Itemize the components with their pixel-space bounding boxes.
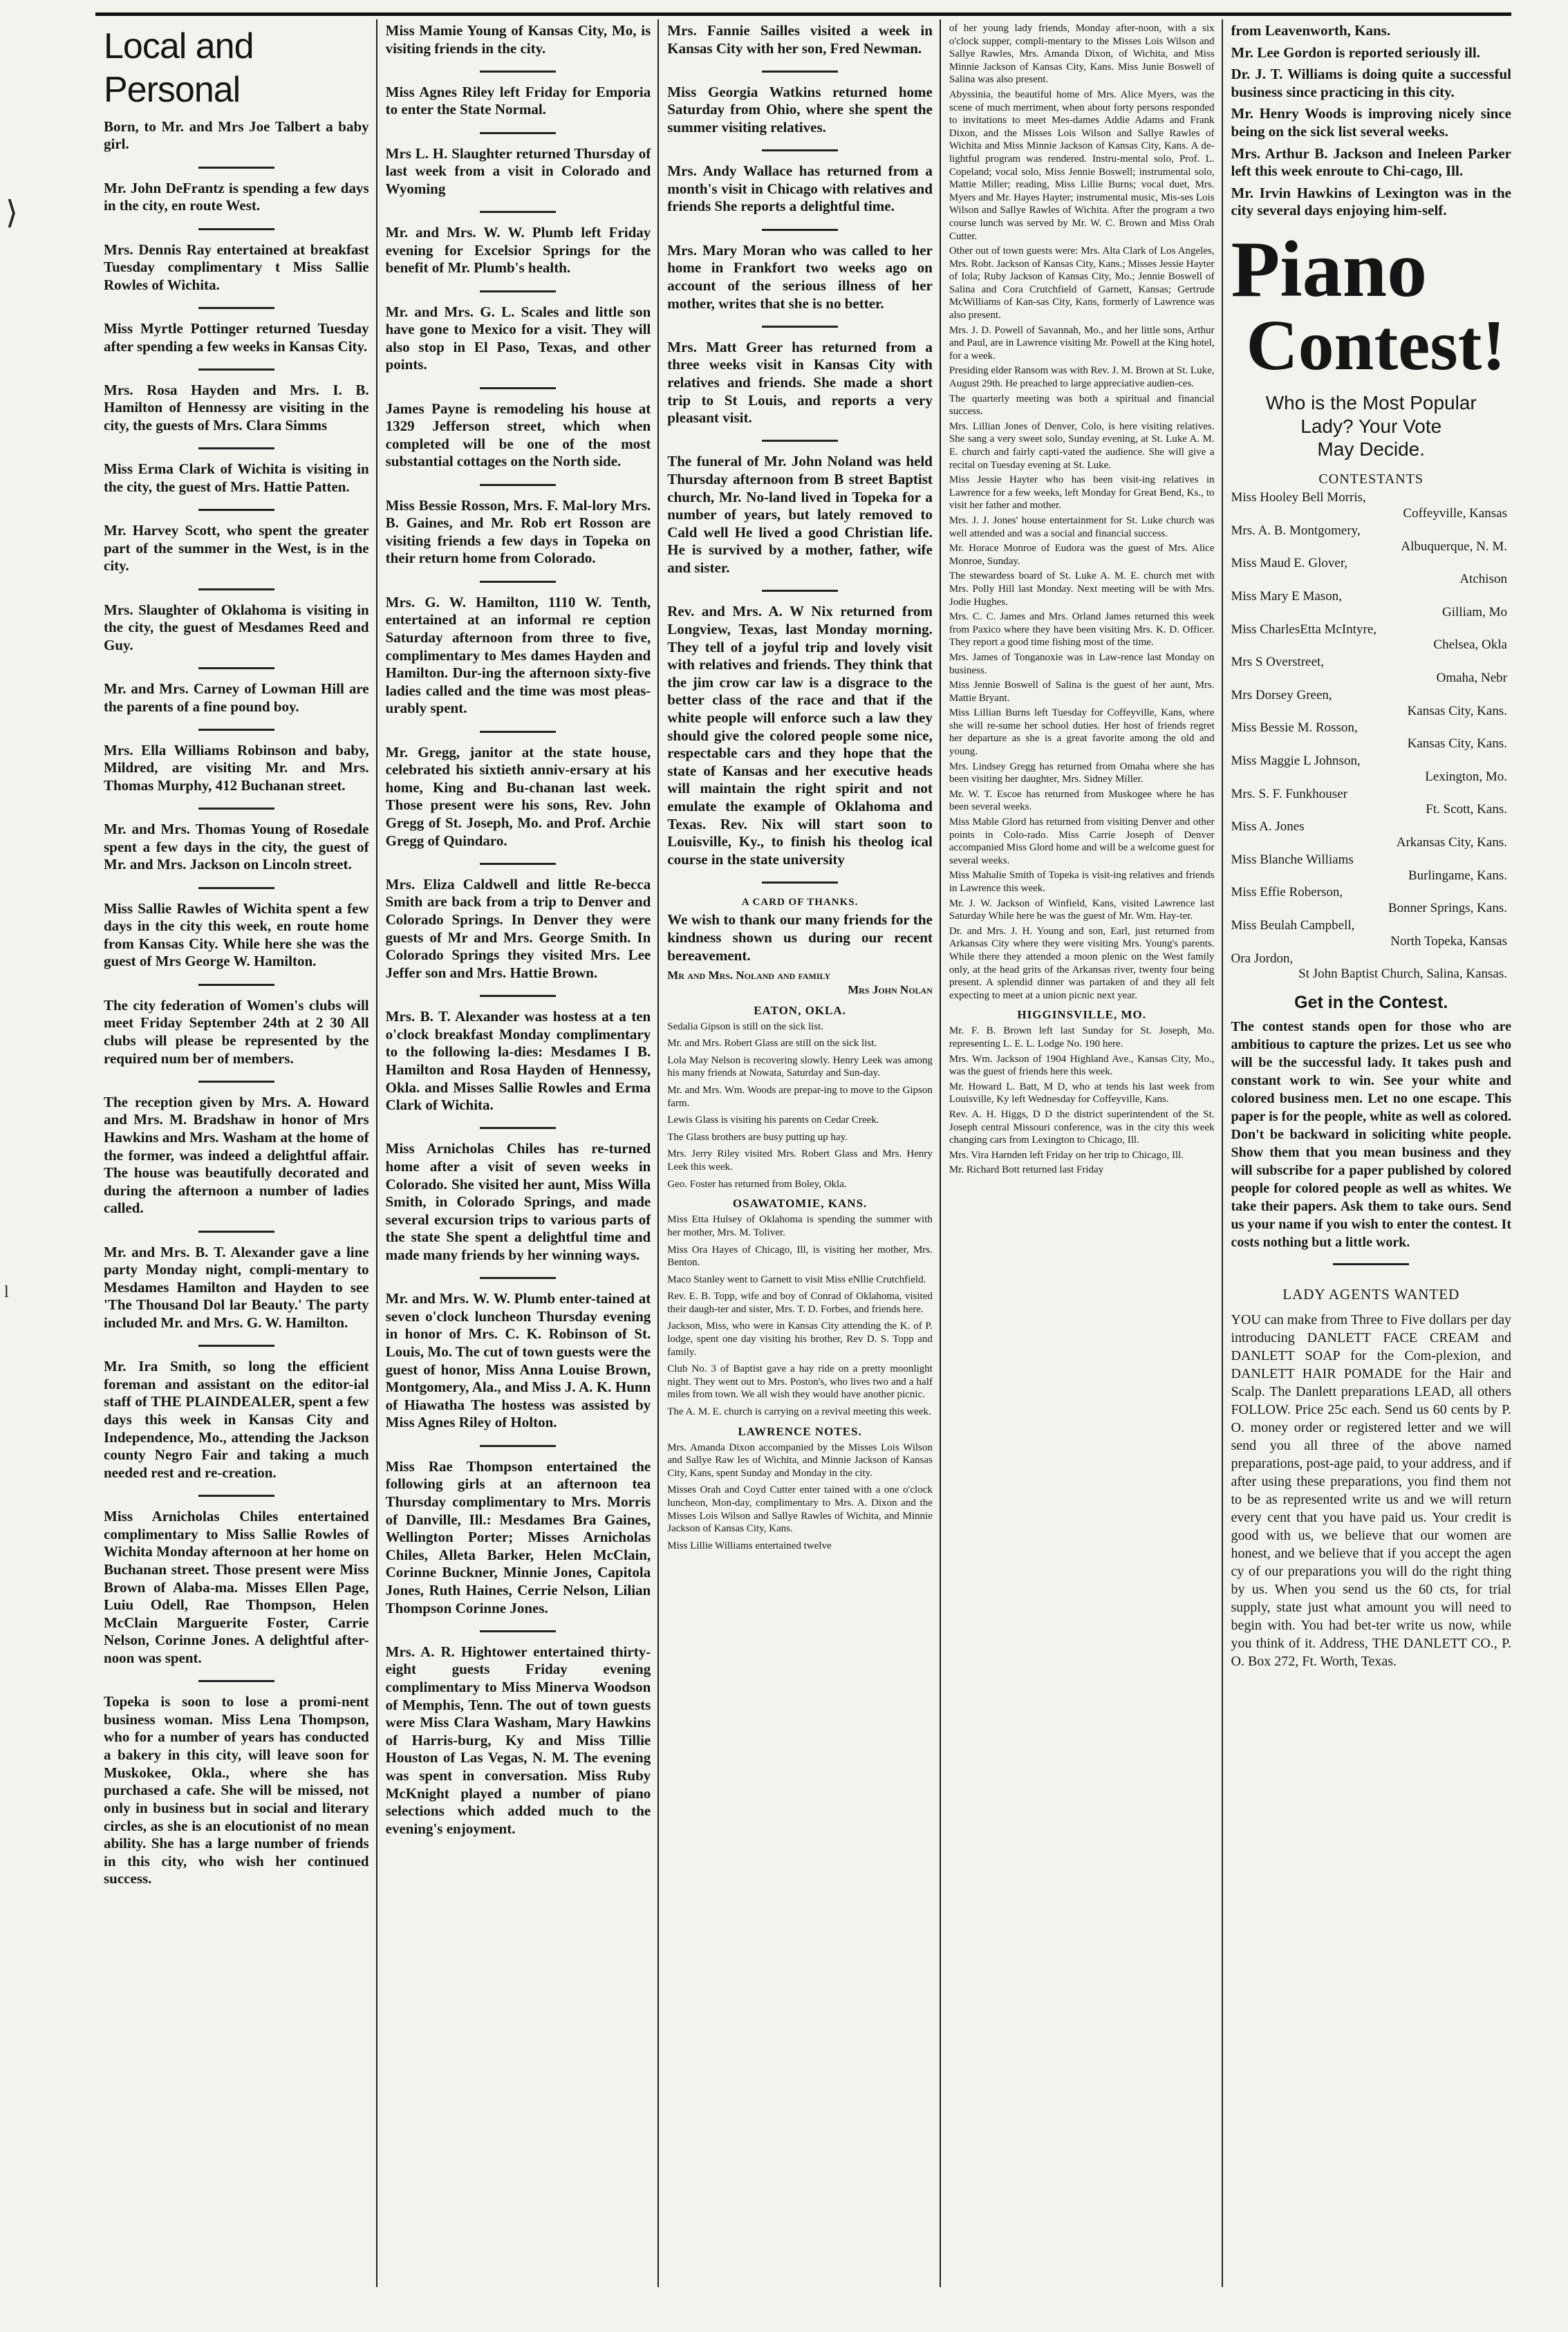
news-item: Mr. and Mrs. Carney of Lowman Hill are the parents of a fine pound boy. [104,680,369,715]
town-heading: EATON, OKLA. [754,1003,846,1017]
contestant-place: Albuquerque, N. M. [1401,539,1507,554]
news-item: Mrs. Ella Williams Robinson and baby, Mildred, are visiting Mr. and Mrs. Thomas Murphy, 412 Buchanan street. [104,741,369,794]
separator [104,975,369,993]
town-heading: HIGGINSVILLE, MO. [1017,1008,1146,1022]
news-item: Miss Lillie Williams entertained twelve [667,1540,832,1551]
contestant-name: Mrs S Overstreet, [1231,655,1325,670]
news-item: Mr. and Mrs. B. T. Alexander gave a line party Monday night, compli-mentary to Mesdames Hamilton and Hayden to see 'The Thousand Dol lar Beauty.' The party included Mr. and Mrs. G. W. Hamilton. [104,1243,369,1332]
news-item: Mrs. Matt Greer has returned from a three weeks visit in Kansas City with relatives and friends. She made a short trip to St Louis, and reports a very pleasant visit. [667,338,933,427]
news-item: The Glass brothers are busy putting up hay. [667,1131,848,1143]
vote-line: Lady? Your Vote [1300,415,1442,437]
card-signature: Mrs John Nolan [848,982,933,996]
separator [386,281,651,299]
news-item: Mr. and Mrs. Thomas Young of Rosedale spent a few days in the city, the guest of Mr. and Mrs. Jackson on Lincoln street. [104,821,369,873]
news-item: Mr. Richard Bott returned last Friday [949,1164,1104,1176]
contestant-place: Burlingame, Kans. [1408,868,1507,883]
news-item: Miss Mable Glord has returned from visiting Denver and other points in Colo-rado. Miss Carrie Joseph of Denver accompanied Miss Glord home and will be a welcome guest for several weeks. [949,817,1215,866]
contestant-entry [1231,655,1511,687]
news-item: Born, to Mr. and Mrs Joe Talbert a baby girl. [104,118,369,153]
news-item: The reception given by Mrs. A. Howard and Mrs. M. Bradshaw in honor of Mrs Hawkins and Mrs. Washam at the home of the former, was indeed a delightful affair. The house was beautifully decorated and during the afternoon a number of ladies called. [104,1093,369,1217]
news-item: The funeral of Mr. John Noland was held Thursday afternoon from B street Baptist church, Mr. No-land lived in Topeka for a number of years, but lately removed to Cald well He lived a good Christian life. He is survived by a mother, father, wife and sister. [667,453,933,577]
town-heading: LAWRENCE NOTES. [738,1424,862,1438]
top-rule [95,12,1511,16]
news-item: Miss Etta Hulsey of Oklahoma is spending the summer with her mother, Mrs. M. Toliver. [667,1214,933,1238]
news-item: Geo. Foster has returned from Boley, Okla. [667,1178,847,1190]
contestant-entry [1231,754,1511,785]
news-item: The quarterly meeting was both a spiritual and financial success. [949,393,1215,418]
news-item: Miss Rae Thompson entertained the following girls at an afternoon tea Thursday complimentary to Mrs. Morris of Danville, Ill.: Mesdames Bra Gaines, Wellington Porter; Misses Arnicholas Chiles, Alleta Barker, Helen McClain, Corinne Buckner, Minnie Jones, Capitola Jones, Ruth Haines, Cerrie Nelson, Lilian Thompson Corinne Jones. [385,1457,651,1616]
contestant-place: Kansas City, Kans. [1407,703,1507,718]
column-4 [941,19,1223,2287]
news-item: Miss Sallie Rawles of Wichita spent a few days in the city this week, en route home from Kansas City. While here she was the guest of Mrs George W. Hamilton. [104,899,369,970]
contestant-place: Arkansas City, Kans. [1396,835,1507,850]
news-item: Mrs. Slaughter of Oklahoma is visiting in the city, the guest of Mesdames Reed and Guy. [104,601,369,653]
contestant-place: Omaha, Nebr [1436,671,1507,686]
news-item: Abyssinia, the beautiful home of Mrs. Alice Myers, was the scene of much merriment, when about forty persons responded to invitations to meet Mes-dames Addie Adams and Frank Dixon, and the Misses Lois Wilson and Sallye Rawles of Wichita and Miss Minnie Jackson of Kansas City, Kans. A de-lightful program was rendered. Instru-mental solo, Prof. L. Copeland; vocal solo, Miss Jennie Boswell; instrumental solo, Mattie Miller; reading, Miss Lillie Burns; vocal duet, Mrs. Myers and Mr. Hayes Hayter; instrumental music, Mis-ses Lois Wilson and Sallye Rawles of Wichita. After the program a two course lunch was served by Mr. W. C. Brown and Miss Orah Cutter. [949,88,1215,242]
news-item: Miss Myrtle Pottinger returned Tuesday after spending a few weeks in Kansas City. [104,319,369,355]
contestant-entry [1231,523,1511,555]
contestants-list [1231,490,1511,982]
separator [386,62,651,80]
news-item: Miss Georgia Watkins returned home Saturday from Ohio, where she spent the summer visiting relatives. [667,83,933,136]
news-item: Mr. and Mrs. W. W. Plumb enter-tained at seven o'clock luncheon Thursday evening in honor of Mrs. C. K. Robinson of St. Louis, Mo. The cut of town guests were the guest of honor, Miss Anna Louise Brown, Montgomery, Ala., and Miss J. A. K. Hunn of Hiawatha The hostess was assisted by Miss Agnes Riley of Holton. [385,1290,651,1431]
contestant-place: Lexington, Mo. [1425,769,1507,784]
column-5 [1223,19,1518,2287]
margin-mark: ⟩ [6,195,18,230]
contestant-place: St John Baptist Church, Salina, Kansas. [1298,967,1507,982]
news-item: Mrs. B. T. Alexander was hostess at a ten o'clock breakfast Monday complimentary to the following la-dies: Mesdames I B. Hamilton and Rosa Hayden of Hennessy, Okla. and Misses Sallie Rowles and Erma Clark of Wichita. [385,1008,651,1114]
news-item: Mr. F. B. Brown left last Sunday for St. Joseph, Mo. representing L. E. L. Lodge No. 190 here. [949,1025,1215,1050]
separator [667,141,933,159]
news-item: Mr. and Mrs. G. L. Scales and little son have gone to Mexico for a visit. They will also stop in El Paso, Texas, and other points. [385,303,651,373]
separator [104,1222,369,1240]
news-item: Mrs. Amanda Dixon accompanied by the Misses Lois Wilson and Sallye Raw les of Wichita, and Minnie Jackson of Kansas City, Kans, spent Sunday and Monday in the city. [667,1442,933,1479]
news-item: Mr. Gregg, janitor at the state house, celebrated his sixtieth anniv-ersary at his home, King and Bu-chanan last week. Those present were his sons, Rev. John Gregg of St. Joseph, Mo. and Prof. Archie Gregg of Quindaro. [385,743,651,849]
news-item: Lewis Glass is visiting his parents on Cedar Creek. [667,1114,879,1126]
contestant-name: Miss Blanche Williams [1231,852,1354,867]
contestant-place: Gilliam, Mo [1442,604,1507,619]
news-item: The stewardess board of St. Luke A. M. E. church met with Mrs. Polly Hill last Monday. Next meeting will be with Mrs. Jodie Hughes. [949,570,1215,608]
news-item: Mrs. Lindsey Gregg has returned from Omaha where she has been visiting her daughter, Mrs. Sidney Miller. [949,761,1215,785]
news-item: Mrs. Rosa Hayden and Mrs. I. B. Hamilton of Hennessy are visiting in the city, the guests of Mrs. Clara Simms [104,381,369,434]
news-item: Club No. 3 of Baptist gave a hay ride on a pretty moonlight night. They went out to Mrs. Poston's, who lives two and a half miles from town. We all wish they would have another picnic. [667,1363,933,1401]
contestant-name: Miss Maggie L Johnson, [1231,754,1361,769]
separator [667,317,933,335]
separator [104,500,369,518]
news-item: Lola May Nelson is recovering slowly. Henry Leek was among his many friends at Nowata, Saturday and Sun-day. [667,1054,933,1079]
contestant-name: Miss Bessie M. Rosson, [1231,720,1358,736]
separator [386,378,651,396]
news-item: Mr. Henry Woods is improving nicely since being on the sick list several weeks. [1231,105,1511,140]
contest-title: Contest! [1246,306,1506,386]
contestant-place: North Topeka, Kansas [1390,933,1507,949]
news-item: of her young lady friends, Monday after-noon, with a six o'clock supper, compli-mentary to the Misses Lois Wilson and Sallye Rawles, Mrs. Amanda Dixon, of Wichita, and Miss Minnie Jackson of Kansas City, Kans. Miss Junie Boswell of Salina was also present. [949,23,1215,86]
separator [104,799,369,817]
news-item: Dr. J. T. Williams is doing quite a successful business since practicing in this city. [1231,66,1511,100]
contestant-name: Miss Hooley Bell Morris, [1231,490,1366,505]
news-item: Mr. Ira Smith, so long the efficient foreman and assistant on the editor-ial staff of THE PLAINDEALER, spent a few days this week in Kansas City and Independence, Mo., attending the Jackson county Negro Fair and taking a much needed rest and re-creation. [104,1358,369,1481]
contestant-name: Miss Maud E. Glover, [1231,556,1348,571]
section-heading: Local and Personal [104,26,254,111]
contestant-name: Mrs. S. F. Funkhouser [1231,786,1347,801]
card-signature: Mr and Mrs. Noland and family [667,969,831,982]
news-item: Dr. and Mrs. J. H. Young and son, Earl, just returned from Arkansas City where they were visiting Mrs. Young's parents. While there they attended a moon plenic on the West family only, at the head grits of the Arkansas river, twenty four being present. A splendid dinner was partaken of and they all felt expecting to meet at a union picnic next year. [949,925,1215,1001]
column-5-notes [1231,22,1511,220]
news-item: Mr. Irvin Hawkins of Lexington was in the city several days enjoying him-self. [1231,184,1511,219]
news-item: Miss Lillian Burns left Tuesday for Coffeyville, Kans, where she will re-sume her school duties. Her host of friends regret her departure as she is a great favorite among the old and young. [949,707,1215,758]
contestant-place: Atchison [1459,572,1507,587]
news-item: Mr. John DeFrantz is spending a few days in the city, en route West. [104,179,369,214]
separator [104,219,369,237]
contestant-name: Miss Beulah Campbell, [1231,917,1355,933]
contestant-entry [1231,556,1511,588]
contestant-entry [1231,622,1511,654]
news-item: Topeka is soon to lose a promi-nent business woman. Miss Lena Thompson, who for a number of years has conducted a bakery in this city, will leave soon for Muskokee, Okla., where she has purchased a cafe. She will be missed, not only in business but in social and literary circles, as she is an elocutionist of no mean ability. She has a large number of friends in this city, who wish her continued success. [104,1693,369,1887]
news-item: Mrs L. H. Slaughter returned Thursday of last week from a visit in Colorado and Wyoming [385,144,651,197]
news-item: Other out of town guests were: Mrs. Alta Clark of Los Angeles, Mrs. Robt. Jackson of Kansas City, Kans.; Misses Jessie Hayter of Iola; Ruby Jackson of Kansas City, Mo.; Jennie Boswell of Salina and Cora Crutchfield of Garnett, Kansas; Gertrude McWilliams of Kan-sas City, Kans, formerly of Lawrence was also present. [949,245,1215,321]
contestant-entry [1231,720,1511,752]
separator [104,720,369,738]
news-item: Mrs. G. W. Hamilton, 1110 W. Tenth, entertained at an informal re ception Saturday afternoon from three to five, complimentary to Mes dames Hayden and Hamilton. Dur-ing the afternoon sixty-five ladies called and the time was most pleas-urably spent. [385,593,651,717]
vote-line: May Decide. [1317,438,1426,460]
vote-line: Who is the Most Popular [1265,392,1477,414]
news-item: Miss Ora Hayes of Chicago, Ill, is visiting her mother, Mrs. Benton. [667,1244,933,1269]
news-item: Miss Jennie Boswell of Salina is the guest of her aunt, Mrs. Mattie Bryant. [949,680,1215,704]
get-in-contest-text: The contest stands open for those who are ambitious to capture the prizes. Let us see who will be the successful lady. It takes push and constant work to win. See your white and colored business men. Let no one escape. This paper is for the people, white as well as colored. Don't be backward in soliciting white people. Show them that you mean business and they will subscribe for a paper published by colored people for colored people as well as whites. We take their papers. Ask them to take ours. Send us your name if you wish to enter the contest. It costs nothing but a little work. [1231,1018,1511,1250]
separator [667,581,933,599]
town-heading: OSAWATOMIE, KANS. [732,1197,868,1211]
news-item: Mrs. Eliza Caldwell and little Re-becca Smith are back from a trip to Denver and Colorado Springs. In Denver they were guests of Mr and Mrs. George Smith. In Colorado Springs they visited Mrs. Lee Jeffer son and Mrs. Hattie Brown. [385,875,651,981]
separator [386,1621,651,1639]
separator [667,220,933,238]
news-item: Mr. W. T. Escoe has returned from Muskogee where he has been several weeks. [949,788,1215,813]
piano-title: Piano [1231,225,1428,315]
column-3 [659,19,941,2287]
news-item: Jackson, Miss, who were in Kansas City attending the K. of P. lodge, spent one day visiting his brother, Rev D. S. Topp and family. [667,1321,933,1358]
news-item: Mr. J. W. Jackson of Winfield, Kans, visited Lawrence last Saturday While here he was the guest of Mr. Wm. Hay-ter. [949,897,1215,922]
news-item: We wish to thank our many friends for the kindness shown us during our recent bereavement. [667,911,933,964]
news-item: Miss Bessie Rosson, Mrs. F. Mal-lory Mrs. B. Gaines, and Mr. Rob ert Rosson are visiting friends a few days in Topeka on their return home from Colorado. [385,496,651,567]
separator [386,572,651,590]
news-item: Mrs. Fannie Sailles visited a week in Kansas City with her son, Fred Newman. [667,22,933,57]
contestant-entry [1231,852,1511,884]
contestant-name: Mrs. A. B. Montgomery, [1231,523,1361,538]
news-item: Mr. and Mrs. Robert Glass are still on the sick list. [667,1038,877,1050]
news-item: Miss Erma Clark of Wichita is visiting in the city, the guest of Mrs. Hattie Patten. [104,460,369,495]
separator [104,658,369,676]
contestant-place: Coffeyville, Kansas [1403,506,1507,521]
separator [386,123,651,141]
contestant-place: Ft. Scott, Kans. [1426,802,1507,817]
contestant-entry [1231,490,1511,522]
separator [104,1672,369,1690]
separator [104,298,369,316]
news-item: Presiding elder Ransom was with Rev. J. M. Brown at St. Luke, August 29th. He preached to large appreciative audien-ces. [949,365,1215,390]
separator [386,1269,651,1287]
news-item: The A. M. E. church is carrying on a revival meeting this week. [667,1406,931,1418]
agents-heading: LADY AGENTS WANTED [1282,1286,1460,1303]
contestant-entry [1231,589,1511,621]
contestant-name: Miss Mary E Mason, [1231,589,1342,604]
news-item: Mrs. James of Tonganoxie was in Law-rence last Monday on business. [949,651,1215,676]
news-item: Mrs. Vira Harnden left Friday on her trip to Chicago, Ill. [949,1149,1184,1161]
contestant-name: Miss Effie Roberson, [1231,885,1343,900]
newspaper-page [82,12,1539,2287]
news-item: Miss Mamie Young of Kansas City, Mo, is visiting friends in the city. [385,22,651,57]
contestant-entry [1231,951,1511,983]
news-item: from Leavenworth, Kans. [1231,22,1391,39]
separator [667,873,933,890]
news-item: Mrs. C. C. James and Mrs. Orland James returned this week from Paxico where they have been visiting Mrs. K. D. Officer. They report a good time fishing most of the time. [949,611,1215,649]
news-item: Mr. Harvey Scott, who spent the greater part of the summer in the West, is in the city. [104,522,369,575]
news-item: The city federation of Women's clubs will meet Friday September 24th at 2 30 All clubs will please be represented by the required num ber of members. [104,996,369,1067]
contestant-name: Mrs Dorsey Green, [1231,687,1332,702]
news-item: Mrs. Mary Moran who was called to her home in Frankfort two weeks ago on account of the serious illness of her mother, writes that she is no better. [667,241,933,312]
news-item: Mrs. Dennis Ray entertained at breakfast Tuesday complimentary t Miss Sallie Rowles of Wichita. [104,241,369,293]
town-notes [667,1003,933,1553]
separator [104,878,369,896]
separator [386,722,651,740]
separator [104,1072,369,1090]
contestant-entry [1231,918,1511,950]
separator [386,1119,651,1137]
news-item: Mrs. A. R. Hightower entertained thirty-eight guests Friday evening complimentary to Miss Minerva Woodson of Memphis, Tenn. The out of town guests were Miss Clara Washam, Mary Hawkins of Harris-burg, Ky and Miss Tillie Houston of Las Vegas, N. M. The evening was spent in conversation. Miss Ruby McKnight played a number of piano selections which added much to the evening's enjoyment. [385,1643,651,1837]
contestant-name: Miss A. Jones [1231,819,1305,834]
separator [104,579,369,597]
agents-text: YOU can make from Three to Five dollars per day introducing DANLETT FACE CREAM and DANLETT SOAP for the Com-plexion, and DANLETT HAIR POMADE for the Hair and Scalp. The Danlett preparations LEAD, all others FOLLOW. Price 25c each. Send us 60 cents by P. O. money order or registered letter and we will send you all three of the above named preparations, post-age paid, to your address, and if after using these preparations, you find them not to be as represented write us and we will return every cent that you have paid us. Your credit is good with us, we believe that our women are honest, and we believe that if you accept the agen cy of our preparations you will do the right thing by us. When you send us the 60 cts, for trial supply, state just what amount you will need to begin with. You had bet-ter write us now, while you think of it. Address, THE DANLETT CO., P. O. Box 272, Ft. Worth, Texas. [1231,1312,1511,1669]
separator [667,431,933,449]
news-item: Mrs. Jerry Riley visited Mrs. Robert Glass and Mrs. Henry Leek this week. [667,1148,933,1173]
news-item: Mrs. Andy Wallace has returned from a month's visit in Chicago with relatives and friends She reports a delightful time. [667,162,933,215]
contestant-entry [1231,787,1511,819]
separator [386,986,651,1004]
get-in-contest-heading: Get in the Contest. [1294,993,1448,1013]
news-item: Mr. and Mrs. W. W. Plumb left Friday evening for Excelsior Springs for the benefit of Mr. Plumb's health. [385,224,651,277]
separator [667,62,933,80]
separator [104,360,369,377]
news-item: Miss Arnicholas Chiles has re-turned home after a visit of seven weeks in Colorado. She visited her aunt, Miss Willa Smith, in Colorado Springs, and made several excursion trips to various parts of the state She spent a delightful time and made many friends by her winning ways. [385,1140,651,1263]
news-item: Mrs. Arthur B. Jackson and Ineleen Parker left this week enroute to Chi-cago, Ill. [1231,144,1511,180]
news-item: Mr. Horace Monroe of Eudora was the guest of Mrs. Alice Monroe, Sunday. [949,543,1215,567]
separator [1231,1255,1511,1273]
news-item: Misses Orah and Coyd Cutter enter tained with a one o'clock luncheon, Mon-day, complimentary to Mrs. A. Dixon and the Misses Lois Wilson and Sallye Rawles of Wichita, and Minnie Jackson of Kansas City, Kans. [667,1484,933,1535]
news-item: Mr. Howard L. Batt, M D, who at tends his last week from Louisville, Ky left Wednesday for Coffeyville, Kans. [949,1081,1215,1106]
news-item: Mr. and Mrs. Wm. Woods are prepar-ing to move to the Gipson farm. [667,1085,933,1109]
separator [386,1436,651,1454]
news-item: Rev. E. B. Topp, wife and boy of Conrad of Oklahoma, visited their daugh-ter and sister, Mrs. T. D. Forbes, and friends here. [667,1291,933,1315]
news-item: Mr. Lee Gordon is reported seriously ill. [1231,44,1480,61]
column-1 [95,19,377,2287]
card-heading: A CARD OF THANKS. [741,897,859,908]
news-item: Mrs. Lillian Jones of Denver, Colo, is here visiting relatives. She sang a very sweet solo, Sunday evening, at St. Luke A. M. E. church and fairly capti-vated the audience. She will give a recital on Tuesday evening at St. Luke. [949,420,1215,471]
news-item: Rev. A. H. Higgs, D D the district superintendent of the St. Joseph central Missouri conference, was in the city this week changing cars from Lexington to Chicago, Ill. [949,1108,1215,1146]
contestant-entry [1231,885,1511,917]
contestant-name: Ora Jordon, [1231,951,1294,966]
contestant-place: Kansas City, Kans. [1407,736,1507,752]
contestant-place: Chelsea, Okla [1433,637,1507,653]
column-2 [377,19,660,2287]
news-item: James Payne is remodeling his house at 1329 Jefferson street, which when completed will be one of the most substantial cottages on the North side. [385,400,651,470]
vote-question [1231,391,1511,461]
news-item: Miss Arnicholas Chiles entertained complimentary to Miss Sallie Rowles of Wichita Monday afternoon at her home on Buchanan street. Those present were Miss Brown of Alaba-ma. Misses Ellen Page, Luiu Odell, Rae Thompson, Helen McClain Marguerite Foster, Carrie Nelson, Corinne Jones. A delightful after-noon was spent. [104,1508,369,1667]
contestant-name: Miss CharlesEtta McIntyre, [1231,622,1377,637]
news-item: Mrs. J. D. Powell of Savannah, Mo., and her little sons, Arthur and Paul, are in Lawrence visiting Mr. Powell at the King hotel, for a week. [949,324,1215,362]
contestant-place: Bonner Springs, Kans. [1388,901,1507,916]
separator [386,475,651,493]
contestant-entry [1231,819,1511,851]
news-item: Miss Jessie Hayter who has been visit-ing relatives in Lawrence for a few weeks, left Monday for Great Bend, Ks., to visit her father and mother. [949,474,1215,512]
news-item: Maco Stanley went to Garnett to visit Miss eNllie Crutchfield. [667,1274,926,1285]
columns [95,19,1518,2287]
news-item: Miss Agnes Riley left Friday for Emporia to enter the State Normal. [385,83,651,118]
news-item: Miss Mahalie Smith of Topeka is visit-ing relatives and friends in Lawrence this week. [949,870,1215,894]
news-item: Sedalia Gipson is still on the sick list. [667,1020,824,1032]
news-item: Mrs. J. J. Jones' house entertainment for St. Luke church was well attended and was a social and financial success. [949,514,1215,539]
separator [386,854,651,872]
news-item: Rev. and Mrs. A. W Nix returned from Longview, Texas, last Monday morning. They tell of a joyful trip and lovely visit with relatives and friends. They think that the jim crow car law is a disgrace to the better class of the race and that if the white people will enforce such a law they should give the colored people some nice, respectable cars and they hope that the state of Kansas and her executive heads will maintain the right spirit and not emulate the example of Oklahoma and Texas. Rev. Nix will start soon to Louisville, Ky., to finish his theolog ical course in the state university [667,603,933,868]
separator [386,202,651,220]
separator [104,1336,369,1354]
separator [104,1486,369,1504]
margin-mark: ˡ [4,1280,9,1311]
news-item: Mrs. Wm. Jackson of 1904 Highland Ave., Kansas City, Mo., was the guest of friends here this week. [949,1053,1215,1078]
contestants-heading: CONTESTANTS [1318,471,1424,487]
separator [104,158,369,176]
separator [104,439,369,457]
contestant-entry [1231,688,1511,720]
